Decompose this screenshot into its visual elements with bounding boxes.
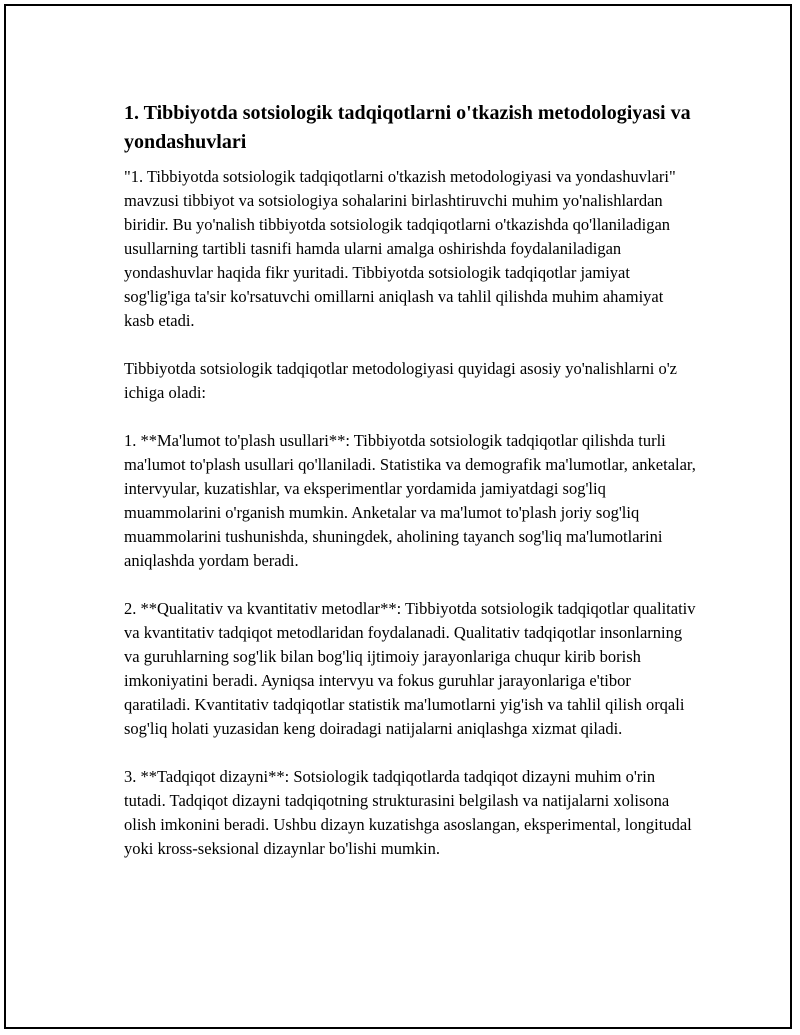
research-design-paragraph: 3. **Tadqiqot dizayni**: Sotsiologik tadqiqotlarda tadqiqot dizayni muhim o'rin tutadi. Tadqiqot dizayni tadqiqotning strukturasini belgilash va natijalarni xolisona olish imkonini beradi. Ushbu dizayn kuzatishga asoslangan, eksperimental, longitudal yoki kross-seksional dizaynlar bo'lishi mumkin. bbox=[124, 767, 692, 858]
intro-paragraph: "1. Tibbiyotda sotsiologik tadqiqotlarni o'tkazish metodologiyasi va yondashuvlari" mavzusi tibbiyot va sotsiologiya sohalarini birlashtiruvchi muhim yo'nalishlardan biridir. Bu yo'nalish tibbiyotda sotsiologik tadqiqotlarni o'tkazishda qo'llaniladigan usullarning tartibli tasnifi hamda ularni amalga oshirishda foydalaniladigan yondashuvlar haqida fikr yuritadi. Tibbiyotda sotsiologik tadqiqotlar jamiyat sog'lig'iga ta'sir ko'rsatuvchi omillarni aniqlash va tahlil qilishda muhim ahamiyat kasb etadi. bbox=[124, 167, 676, 330]
data-collection-paragraph: 1. **Ma'lumot to'plash usullari**: Tibbiyotda sotsiologik tadqiqotlar qilishda turli ma'lumot to'plash usullari qo'llaniladi. Statistika va demografik ma'lumotlar, anketalar, intervyular, kuzatishlar, va eksperimentlar yordamida jamiyatdagi sog'liq muammolarini o'rganish mumkin. Anketalar va ma'lumot to'plash joriy sog'liq muammolarini tushunishda, shuningdek, aholining tayanch sog'liq ma'lumotlarini aniqlashda yordam beradi. bbox=[124, 431, 696, 570]
qualitative-quantitative-paragraph: 2. **Qualitativ va kvantitativ metodlar**: Tibbiyotda sotsiologik tadqiqotlar qualitativ va kvantitativ tadqiqot metodlaridan foydalanadi. Qualitativ tadqiqotlar insonlarning va guruhlarning sog'lik bilan bog'liq ijtimoiy jarayonlariga chuqur kirib borish imkoniyatini beradi. Ayniqsa intervyu va fokus guruhlar jarayonlariga e'tibor qaratiladi. Kvantitativ tadqiqotlar statistik ma'lumotlarni yig'ish va tahlil qilish orqali sog'liq holati yuzasidan keng doiradagi natijalarni aniqlashga xizmat qiladi. bbox=[124, 599, 696, 738]
document-title: 1. Tibbiyotda sotsiologik tadqiqotlarni o'tkazish metodologiyasi va yondashuvlari bbox=[124, 102, 691, 153]
methodology-lead-paragraph: Tibbiyotda sotsiologik tadqiqotlar metodologiyasi quyidagi asosiy yo'nalishlarni o'z ichiga oladi: bbox=[124, 359, 678, 402]
document-body bbox=[124, 99, 696, 861]
page-frame bbox=[4, 4, 792, 1029]
